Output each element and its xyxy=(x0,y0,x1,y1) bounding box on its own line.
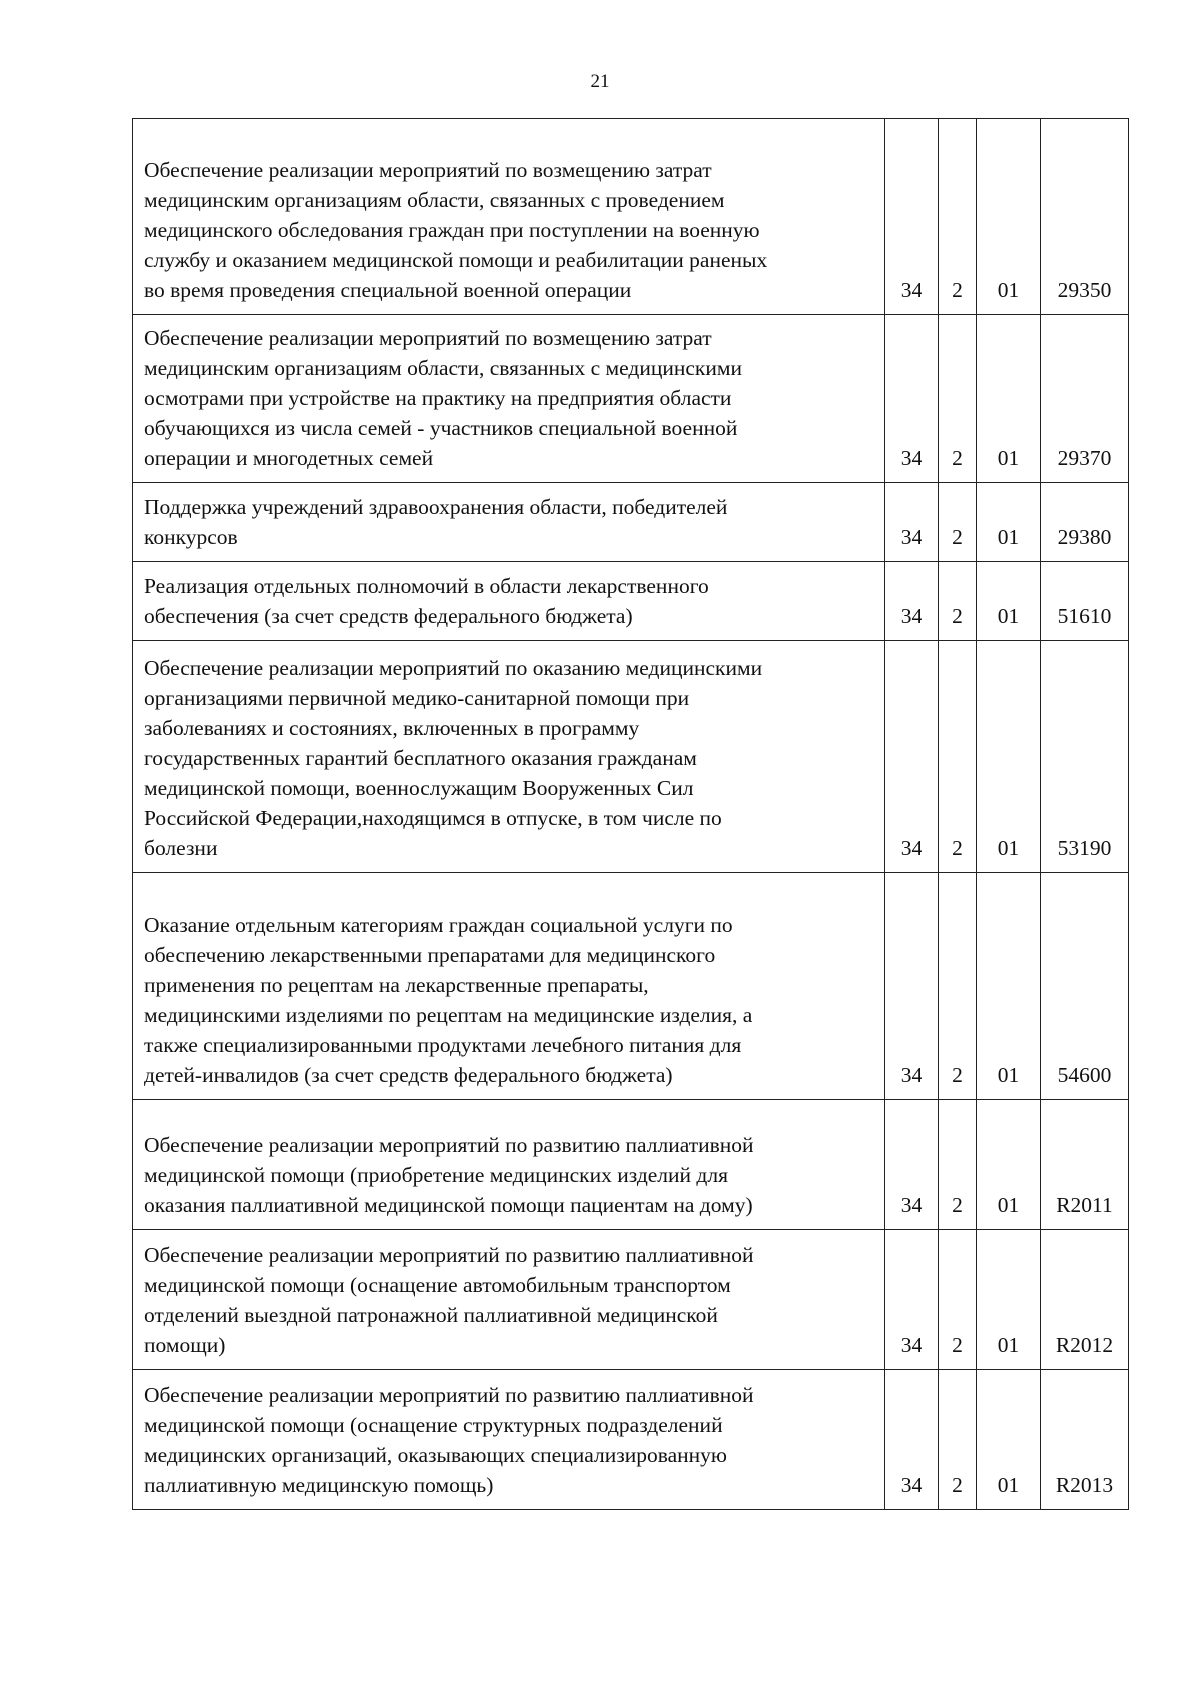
description-cell xyxy=(133,641,885,873)
expense-code-cell: 54600 xyxy=(1041,873,1129,1100)
table-row xyxy=(133,562,1129,641)
program-code-cell: 34 xyxy=(885,1100,939,1230)
description-line: медицинской помощи (приобретение медицинских изделий для xyxy=(144,1163,728,1187)
description-line: применения по рецептам на лекарственные препараты, xyxy=(144,973,649,997)
program-code-cell: 34 xyxy=(885,641,939,873)
description-cell xyxy=(133,562,885,641)
description-cell xyxy=(133,1100,885,1230)
description-text xyxy=(144,323,876,473)
description-line: медицинским организациям области, связанных с медицинскими xyxy=(144,356,742,380)
program-code-cell: 34 xyxy=(885,483,939,562)
program-code-cell: 34 xyxy=(885,119,939,315)
description-text xyxy=(144,155,876,305)
program-code-cell: 34 xyxy=(885,562,939,641)
expense-code-cell: 29370 xyxy=(1041,315,1129,483)
description-line: Обеспечение реализации мероприятий по развитию паллиативной xyxy=(144,1243,754,1267)
page-number: 21 xyxy=(590,71,610,92)
description-line: операции и многодетных семей xyxy=(144,446,434,470)
subprogram-code-cell: 2 xyxy=(939,483,977,562)
description-line: Обеспечение реализации мероприятий по развитию паллиативной xyxy=(144,1383,754,1407)
expense-code-cell: 29380 xyxy=(1041,483,1129,562)
description-text xyxy=(144,492,876,552)
description-line: помощи) xyxy=(144,1333,226,1357)
description-line: организациями первичной медико-санитарной помощи при xyxy=(144,686,690,710)
direction-code-cell: 01 xyxy=(977,1370,1041,1510)
description-line: медицинских организаций, оказывающих специализированную xyxy=(144,1443,727,1467)
description-line: также специализированными продуктами лечебного питания для xyxy=(144,1033,742,1057)
table-row xyxy=(133,1370,1129,1510)
direction-code-cell: 01 xyxy=(977,562,1041,641)
description-line: обеспечения (за счет средств федерального бюджета) xyxy=(144,604,633,628)
table-row xyxy=(133,119,1129,315)
table-row xyxy=(133,483,1129,562)
direction-code-cell: 01 xyxy=(977,1100,1041,1230)
description-line: Обеспечение реализации мероприятий по возмещению затрат xyxy=(144,158,712,182)
description-line: медицинской помощи, военнослужащим Вооруженных Сил xyxy=(144,776,694,800)
description-line: медицинскими изделиями по рецептам на медицинские изделия, а xyxy=(144,1003,753,1027)
description-line: детей-инвалидов (за счет средств федерального бюджета) xyxy=(144,1063,673,1087)
direction-code-cell: 01 xyxy=(977,483,1041,562)
table-row xyxy=(133,1100,1129,1230)
description-line: государственных гарантий бесплатного оказания гражданам xyxy=(144,746,697,770)
description-line: конкурсов xyxy=(144,525,238,549)
description-text xyxy=(144,910,876,1090)
expense-code-cell: 29350 xyxy=(1041,119,1129,315)
description-cell xyxy=(133,873,885,1100)
description-line: медицинским организациям области, связанных с проведением xyxy=(144,188,725,212)
description-cell xyxy=(133,315,885,483)
description-line: медицинской помощи (оснащение автомобильным транспортом xyxy=(144,1273,731,1297)
description-line: Обеспечение реализации мероприятий по оказанию медицинскими xyxy=(144,656,763,680)
description-line: обучающихся из числа семей - участников специальной военной xyxy=(144,416,738,440)
program-code-cell: 34 xyxy=(885,1230,939,1370)
description-text xyxy=(144,1240,876,1360)
budget-table xyxy=(132,118,1129,1510)
table-row xyxy=(133,641,1129,873)
description-cell xyxy=(133,1230,885,1370)
expense-code-cell: R2012 xyxy=(1041,1230,1129,1370)
program-code-cell: 34 xyxy=(885,1370,939,1510)
description-line: отделений выездной патронажной паллиативной медицинской xyxy=(144,1303,718,1327)
subprogram-code-cell: 2 xyxy=(939,562,977,641)
description-line: во время проведения специальной военной операции xyxy=(144,278,632,302)
description-line: Обеспечение реализации мероприятий по развитию паллиативной xyxy=(144,1133,754,1157)
direction-code-cell: 01 xyxy=(977,641,1041,873)
table-body xyxy=(133,119,1129,1510)
description-cell xyxy=(133,1370,885,1510)
description-line: Оказание отдельным категориям граждан социальной услуги по xyxy=(144,913,733,937)
description-line: службу и оказанием медицинской помощи и реабилитации раненых xyxy=(144,248,768,272)
description-line: осмотрами при устройстве на практику на предприятия области xyxy=(144,386,732,410)
expense-code-cell: R2011 xyxy=(1041,1100,1129,1230)
description-text xyxy=(144,571,876,631)
description-text xyxy=(144,1380,876,1500)
description-line: медицинской помощи (оснащение структурных подразделений xyxy=(144,1413,723,1437)
description-line: медицинского обследования граждан при поступлении на военную xyxy=(144,218,760,242)
description-cell xyxy=(133,483,885,562)
subprogram-code-cell: 2 xyxy=(939,873,977,1100)
expense-code-cell: R2013 xyxy=(1041,1370,1129,1510)
subprogram-code-cell: 2 xyxy=(939,1370,977,1510)
subprogram-code-cell: 2 xyxy=(939,641,977,873)
description-text xyxy=(144,653,876,863)
program-code-cell: 34 xyxy=(885,315,939,483)
table-row xyxy=(133,873,1129,1100)
subprogram-code-cell: 2 xyxy=(939,1230,977,1370)
description-line: Реализация отдельных полномочий в области лекарственного xyxy=(144,574,709,598)
description-text xyxy=(144,1130,876,1220)
direction-code-cell: 01 xyxy=(977,873,1041,1100)
subprogram-code-cell: 2 xyxy=(939,315,977,483)
description-line: паллиативную медицинскую помощь) xyxy=(144,1473,494,1497)
description-line: Поддержка учреждений здравоохранения области, победителей xyxy=(144,495,728,519)
direction-code-cell: 01 xyxy=(977,1230,1041,1370)
expense-code-cell: 51610 xyxy=(1041,562,1129,641)
program-code-cell: 34 xyxy=(885,873,939,1100)
table-row xyxy=(133,1230,1129,1370)
direction-code-cell: 01 xyxy=(977,315,1041,483)
description-line: Российской Федерации,находящимся в отпуске, в том числе по xyxy=(144,806,722,830)
description-line: обеспечению лекарственными препаратами для медицинского xyxy=(144,943,716,967)
subprogram-code-cell: 2 xyxy=(939,1100,977,1230)
description-line: болезни xyxy=(144,836,218,860)
description-line: оказания паллиативной медицинской помощи пациентам на дому) xyxy=(144,1193,753,1217)
description-cell xyxy=(133,119,885,315)
table-row xyxy=(133,315,1129,483)
description-line: Обеспечение реализации мероприятий по возмещению затрат xyxy=(144,326,712,350)
direction-code-cell: 01 xyxy=(977,119,1041,315)
subprogram-code-cell: 2 xyxy=(939,119,977,315)
expense-code-cell: 53190 xyxy=(1041,641,1129,873)
description-line: заболеваниях и состояниях, включенных в программу xyxy=(144,716,640,740)
